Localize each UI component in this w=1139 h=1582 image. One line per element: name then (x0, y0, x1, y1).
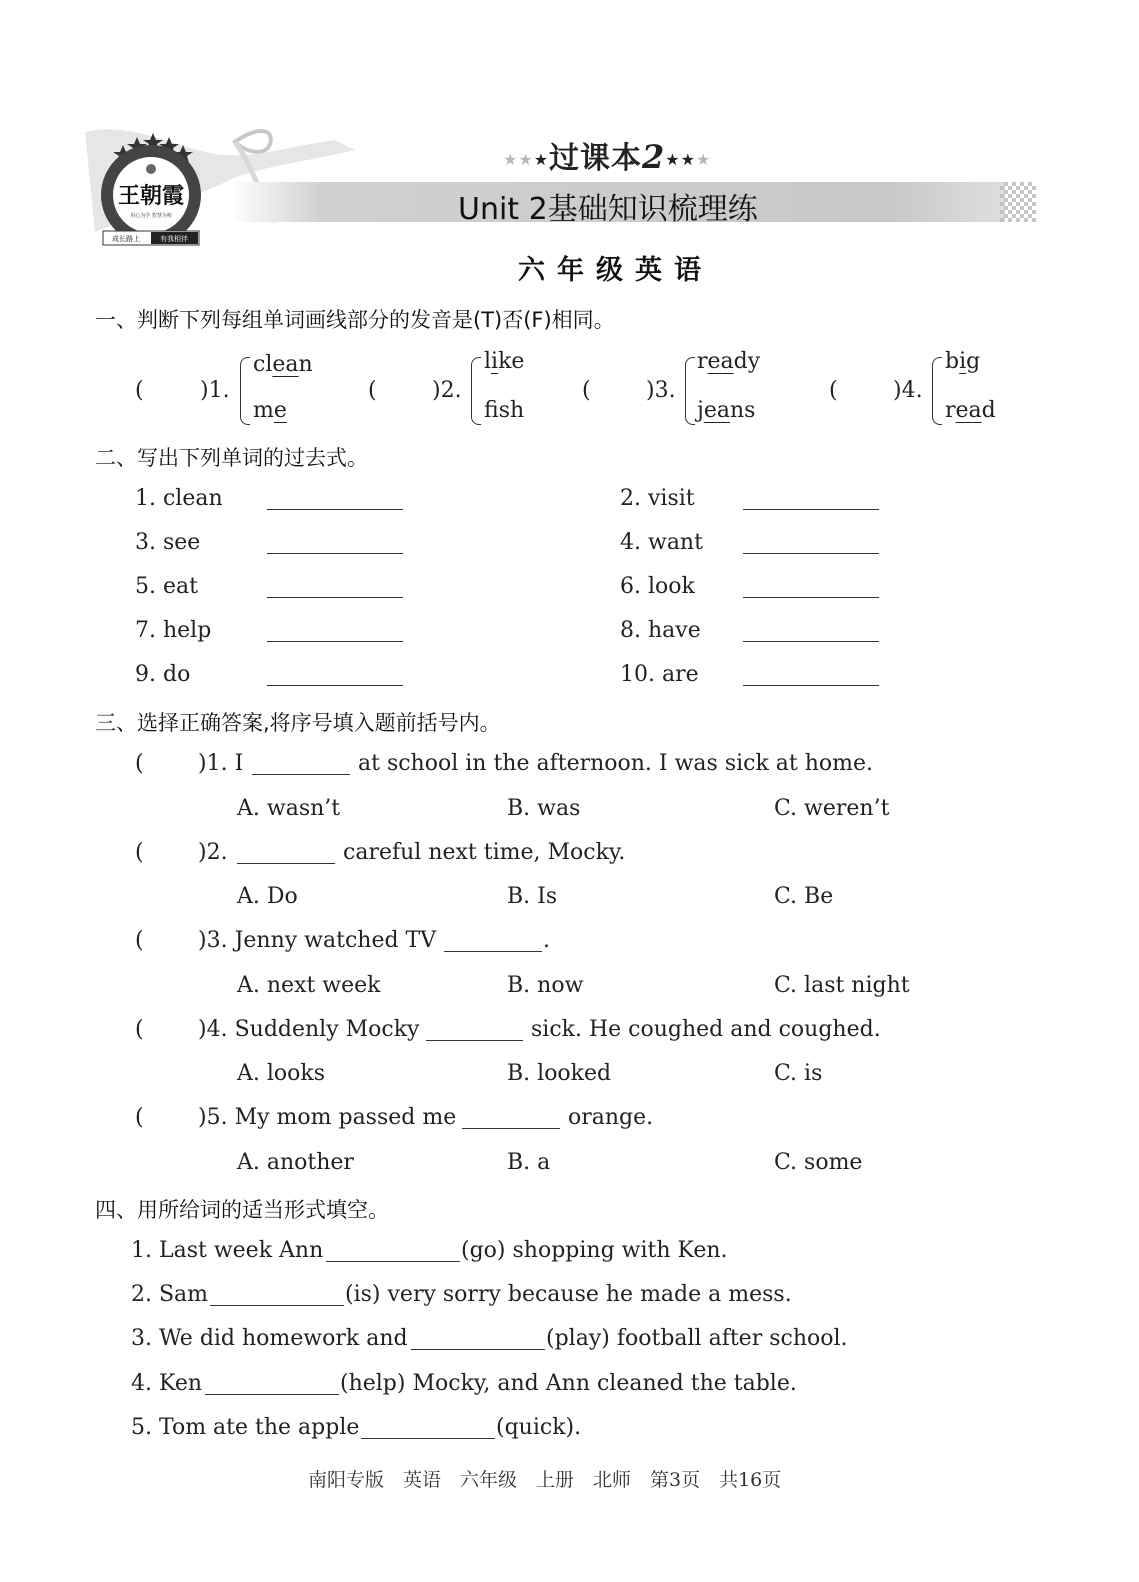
word-top: ready (697, 349, 761, 374)
section-4-heading: 四、用所给词的适当形式填空。 (95, 1198, 389, 1222)
question-text: )5. My mom passed me (198, 1105, 457, 1130)
answer-blank[interactable] (210, 1305, 344, 1306)
answer-bracket-open[interactable]: ( (582, 378, 591, 403)
question-text: )1. I (198, 751, 244, 776)
answer-blank[interactable] (743, 553, 879, 554)
answer-blank[interactable] (267, 509, 403, 510)
star-icon: ★ (533, 150, 550, 169)
answer-bracket-open[interactable]: ( (135, 378, 144, 403)
answer-blank[interactable] (237, 863, 335, 864)
answer-blank[interactable] (426, 1040, 523, 1041)
word-prompt: 6. look (620, 574, 695, 599)
fill-sentence-before: 4. Ken (131, 1371, 203, 1396)
option-c: C. last night (774, 973, 910, 998)
question-number: )2. (432, 378, 462, 403)
star-icon: ★ (518, 150, 534, 169)
page-footer: 南阳专版 英语 六年级 上册 北师 第3页 共16页 (308, 1469, 782, 1491)
brace-icon (471, 357, 481, 425)
question-text-after: sick. He coughed and coughed. (531, 1017, 881, 1042)
answer-bracket-open[interactable]: ( (829, 378, 838, 403)
question-text-after: careful next time, Mocky. (343, 840, 626, 865)
page-title: Unit 2基础知识梳理练 (458, 192, 758, 227)
answer-bracket-open[interactable]: ( (135, 840, 144, 865)
answer-blank[interactable] (743, 597, 879, 598)
option-b: B. looked (507, 1061, 612, 1086)
answer-blank[interactable] (462, 1128, 560, 1129)
answer-blank[interactable] (267, 641, 403, 642)
star-icon: ★ (503, 150, 519, 169)
word-bottom: fsh (484, 398, 525, 423)
section-1-heading: 一、判断下列每组单词画线部分的发音是(T)否(F)相同。 (95, 308, 615, 332)
question-number: )4. (893, 378, 923, 403)
word-prompt: 8. have (620, 618, 701, 643)
fill-sentence-rest: (quick). (496, 1415, 582, 1440)
word-prompt: 10. are (620, 662, 699, 687)
word-prompt: 9. do (135, 662, 191, 687)
question-text-after: at school in the afternoon. I was sick at home. (358, 751, 874, 776)
option-c: C. weren’t (774, 796, 890, 821)
option-a: A. another (237, 1150, 354, 1175)
kicker-number: 2 (642, 138, 666, 176)
option-b: B. a (507, 1150, 551, 1175)
page-subtitle: 六年级英语 (518, 255, 713, 286)
word-top: big (945, 349, 981, 374)
logo-slogan: 用心为学 智慧为师 (130, 213, 172, 219)
star-icon: ★ (680, 150, 696, 169)
answer-blank[interactable] (743, 641, 879, 642)
word-prompt: 4. want (620, 530, 703, 555)
answer-blank[interactable] (743, 685, 879, 686)
answer-bracket-open[interactable]: ( (368, 378, 377, 403)
option-c: C. Be (774, 884, 834, 909)
answer-blank[interactable] (267, 685, 403, 686)
option-b: B. now (507, 973, 584, 998)
word-bottom: jeans (697, 398, 756, 423)
fill-sentence-rest: (play) football after school. (546, 1326, 848, 1351)
option-a: A. wasn’t (237, 796, 341, 821)
star-icon: ★ (665, 150, 681, 169)
fill-sentence-rest: (is) very sorry because he made a mess. (345, 1282, 792, 1307)
answer-blank[interactable] (326, 1261, 460, 1262)
option-b: B. was (507, 796, 581, 821)
section-kicker (503, 133, 711, 177)
fill-sentence-rest: (go) shopping with Ken. (461, 1238, 728, 1263)
fill-sentence-rest: (help) Mocky, and Ann cleaned the table. (340, 1371, 797, 1396)
section-3-heading: 三、选择正确答案,将序号填入题前括号内。 (95, 711, 501, 735)
question-text: )3. Jenny watched TV (198, 928, 437, 953)
word-prompt: 2. visit (620, 486, 695, 511)
option-a: A. Do (237, 884, 298, 909)
answer-blank[interactable] (252, 774, 350, 775)
word-bottom: me (253, 398, 287, 423)
answer-blank[interactable] (267, 597, 403, 598)
answer-bracket-open[interactable]: ( (135, 751, 144, 776)
answer-bracket-open[interactable]: ( (135, 1017, 144, 1042)
option-a: A. next week (237, 973, 381, 998)
question-text-after: orange. (568, 1105, 654, 1130)
option-b: B. Is (507, 884, 558, 909)
banner-checker-pattern (1000, 182, 1036, 222)
brace-icon (685, 357, 695, 425)
answer-blank[interactable] (267, 553, 403, 554)
word-prompt: 7. help (135, 618, 212, 643)
answer-blank[interactable] (743, 509, 879, 510)
option-c: C. is (774, 1061, 823, 1086)
logo-band-right: 有我相伴 (160, 235, 188, 243)
star-icon: ★ (695, 150, 712, 169)
brace-icon (932, 357, 942, 425)
answer-blank[interactable] (361, 1438, 495, 1439)
section-2-heading: 二、写出下列单词的过去式。 (95, 446, 368, 470)
question-text-after: . (543, 928, 550, 953)
word-prompt: 3. see (135, 530, 201, 555)
answer-blank[interactable] (444, 951, 542, 952)
logo-band-left: 成长路上 (112, 235, 140, 243)
publisher-logo (93, 133, 209, 249)
fill-sentence-before: 1. Last week Ann (131, 1238, 324, 1263)
word-bottom: read (945, 398, 996, 423)
option-a: A. looks (237, 1061, 326, 1086)
brace-icon (240, 357, 250, 425)
word-top: clean (253, 352, 313, 377)
answer-bracket-open[interactable]: ( (135, 928, 144, 953)
kicker-label: 过课本 (549, 141, 643, 176)
word-prompt: 5. eat (135, 574, 198, 599)
question-number: )3. (646, 378, 676, 403)
answer-bracket-open[interactable]: ( (135, 1105, 144, 1130)
fill-sentence-before: 2. Sam (131, 1282, 209, 1307)
answer-blank[interactable] (411, 1349, 545, 1350)
question-number: )1. (200, 378, 230, 403)
answer-blank[interactable] (205, 1394, 339, 1395)
fill-sentence-before: 3. We did homework and (131, 1326, 408, 1351)
question-text: )2. (198, 840, 228, 865)
fill-sentence-before: 5. Tom ate the apple (131, 1415, 360, 1440)
word-top: like (484, 349, 525, 374)
logo-wordmark: 王朝霞 (117, 183, 185, 209)
question-text: )4. Suddenly Mocky (198, 1017, 420, 1042)
word-prompt: 1. clean (135, 486, 223, 511)
option-c: C. some (774, 1150, 863, 1175)
